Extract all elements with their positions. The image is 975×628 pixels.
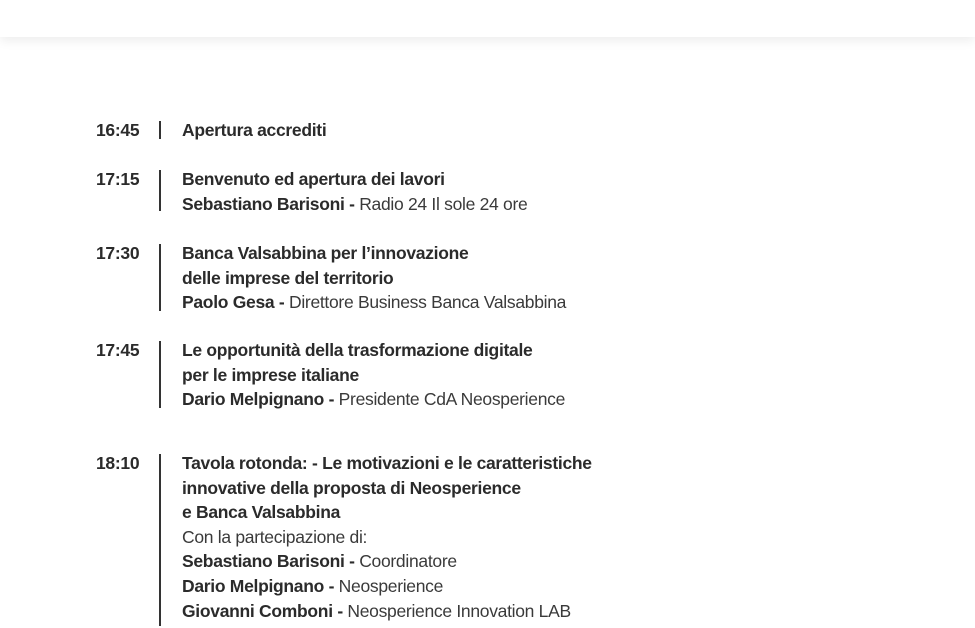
agenda-speaker <box>182 192 527 217</box>
speaker-name: Sebastiano Barisoni - <box>182 193 355 214</box>
agenda-item <box>96 167 527 216</box>
agenda-title: innovative della proposta di Neosperience <box>182 477 521 498</box>
agenda-time: 18:10 <box>96 453 140 473</box>
agenda-speaker <box>182 574 592 599</box>
agenda-time: 17:45 <box>96 340 140 360</box>
speaker-name: Giovanni Comboni - <box>182 600 343 621</box>
agenda-content <box>182 118 326 143</box>
agenda-speaker <box>182 387 565 412</box>
speaker-name: Dario Melpignano - <box>182 575 335 596</box>
speaker-role: Neosperience <box>334 575 444 596</box>
agenda-content <box>182 167 527 216</box>
agenda-time: 16:45 <box>96 120 140 140</box>
agenda-title: per le imprese italiane <box>182 364 359 385</box>
speaker-name: Paolo Gesa - <box>182 292 285 313</box>
speaker-role: Direttore Business Banca Valsabbina <box>284 292 567 313</box>
speaker-role: Coordinatore <box>354 551 457 572</box>
speaker-name: Sebastiano Barisoni - <box>182 551 355 572</box>
agenda-divider <box>159 121 161 139</box>
agenda-title: Le opportunità della trasformazione digitale <box>182 340 533 360</box>
top-header-bar <box>0 0 975 37</box>
speaker-role: Neosperience Innovation LAB <box>342 600 571 621</box>
speaker-role: Radio 24 Il sole 24 ore <box>354 193 528 214</box>
agenda-title: Apertura accrediti <box>182 120 327 140</box>
agenda-content <box>182 241 566 315</box>
agenda-speaker <box>182 549 592 574</box>
agenda-title: e Banca Valsabbina <box>182 502 341 523</box>
agenda-title: Tavola rotonda: - Le motivazioni e le caratteristiche <box>182 453 592 473</box>
agenda-time: 17:30 <box>96 243 140 263</box>
agenda-divider <box>159 341 161 408</box>
speaker-name: Dario Melpignano - <box>182 389 335 410</box>
agenda-item <box>96 241 566 315</box>
agenda-title: delle imprese del territorio <box>182 267 394 288</box>
agenda-time: 17:15 <box>96 169 140 189</box>
agenda-content <box>182 338 565 412</box>
agenda-divider <box>159 170 161 211</box>
agenda-title: Banca Valsabbina per l’innovazione <box>182 243 469 263</box>
agenda-content <box>182 451 592 623</box>
agenda-item <box>96 338 565 412</box>
agenda-speaker <box>182 599 592 624</box>
agenda-title: Benvenuto ed apertura dei lavori <box>182 169 445 189</box>
agenda-item <box>96 118 326 143</box>
agenda-item <box>96 451 592 626</box>
agenda-divider <box>159 454 161 626</box>
agenda-divider <box>159 244 161 311</box>
speaker-role: Presidente CdA Neosperience <box>334 389 566 410</box>
agenda-intro: Con la partecipazione di: <box>182 526 368 547</box>
agenda-speaker <box>182 290 566 315</box>
